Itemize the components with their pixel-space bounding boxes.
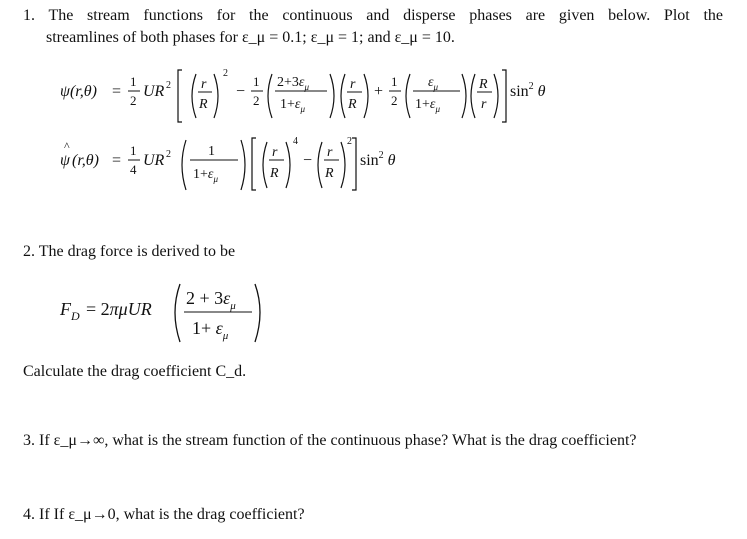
question-1-text-line2: streamlines of both phases for xyxy=(46,29,238,46)
epsilon-value-3: and ε_μ = 10. xyxy=(367,29,455,46)
svg-text:4: 4 xyxy=(130,162,137,177)
svg-text:sin2 θ: $\sin^2 \theta$ xyxy=(510,81,546,100)
svg-text:1+εμ: $1+\varepsilon_\mu$ xyxy=(280,97,305,114)
svg-text:=: = xyxy=(112,83,122,100)
svg-text:+: + xyxy=(374,83,384,100)
svg-text:1: 1 xyxy=(208,144,215,159)
epsilon-value-2: ε_μ = 1; xyxy=(310,29,364,46)
svg-text:2: 2 xyxy=(166,80,171,91)
svg-text:sin2 θ: $\sin^2 \theta$ xyxy=(360,150,396,169)
equation-psi xyxy=(0,58,747,128)
svg-text:= 2πμUR: = 2πμUR xyxy=(86,299,152,319)
svg-text:2: 2 xyxy=(253,93,260,108)
svg-text:4: 4 xyxy=(293,136,298,147)
question-1-line-1 xyxy=(23,6,723,26)
question-3-number: 3. xyxy=(23,432,35,449)
svg-text:2: 2 xyxy=(223,68,228,79)
svg-text:R: R xyxy=(479,77,488,92)
svg-text:ψ: ψ xyxy=(60,152,70,169)
svg-text:r: r xyxy=(350,77,356,92)
svg-text:2: 2 xyxy=(166,149,171,160)
svg-text:r: r xyxy=(272,145,278,160)
svg-text:2+3εμ: $2+3\varepsilon_\mu$ xyxy=(277,75,309,92)
question-2 xyxy=(23,242,235,262)
svg-text:1+ εμ: $1+ \varepsilon_\mu$ xyxy=(192,318,229,342)
svg-text:=: = xyxy=(112,152,122,169)
svg-text:R: R xyxy=(270,166,279,181)
question-4 xyxy=(23,505,305,525)
svg-text:2: 2 xyxy=(130,93,137,108)
svg-text:(r,θ): (r,θ) xyxy=(72,152,99,169)
svg-text:r: r xyxy=(481,97,487,112)
question-3 xyxy=(23,431,637,451)
svg-text:1: 1 xyxy=(253,74,260,89)
question-4-number: 4. xyxy=(23,506,35,523)
svg-text:1: 1 xyxy=(391,74,398,89)
svg-text:UR: UR xyxy=(143,83,165,100)
svg-text:1: 1 xyxy=(130,143,137,158)
svg-text:−: − xyxy=(303,152,313,169)
svg-text:1+εμ: $1+\varepsilon_\mu$ xyxy=(415,97,440,114)
svg-text:^: ^ xyxy=(64,139,70,153)
question-1-text: The stream functions for the continuous and disperse phases are given below. Plot the xyxy=(48,7,723,24)
svg-text:R: R xyxy=(348,97,357,112)
svg-text:r: r xyxy=(327,145,333,160)
svg-text:2: 2 xyxy=(347,136,352,147)
svg-text:1: 1 xyxy=(130,74,137,89)
question-2-number: 2. xyxy=(23,243,35,260)
svg-text:R: R xyxy=(325,166,334,181)
equation-drag-force xyxy=(0,278,747,346)
svg-text:r: r xyxy=(201,77,207,92)
question-1-number: 1. xyxy=(23,7,35,24)
question-4-text: If If ε_μ→0, what is the drag coefficient? xyxy=(39,506,305,523)
svg-text:εμ: $\varepsilon_\mu$ xyxy=(428,75,439,92)
epsilon-value-1: ε_μ = 0.1; xyxy=(241,29,307,46)
question-2-text: The drag force is derived to be xyxy=(38,243,236,260)
svg-text:UR: UR xyxy=(143,152,165,169)
svg-text:ψ(r,θ): ψ(r,θ) xyxy=(60,83,97,100)
equation-psi-hat xyxy=(0,128,747,192)
svg-text:2: 2 xyxy=(391,93,398,108)
svg-text:2 + 3εμ: $2 + 3\varepsilon_\mu$ xyxy=(186,288,236,312)
question-2-calc: Calculate the drag coefficient C_d. xyxy=(23,363,247,380)
question-1-line-2 xyxy=(46,28,455,48)
svg-text:−: − xyxy=(236,83,246,100)
question-3-text: If ε_μ→∞, what is the stream function of the continuous phase? What is the drag coefficient? xyxy=(39,432,637,449)
svg-text:R: R xyxy=(199,97,208,112)
svg-text:1+εμ: $1+\varepsilon_\mu$ xyxy=(193,167,218,184)
svg-text:FD: $F_D$ xyxy=(60,299,80,323)
